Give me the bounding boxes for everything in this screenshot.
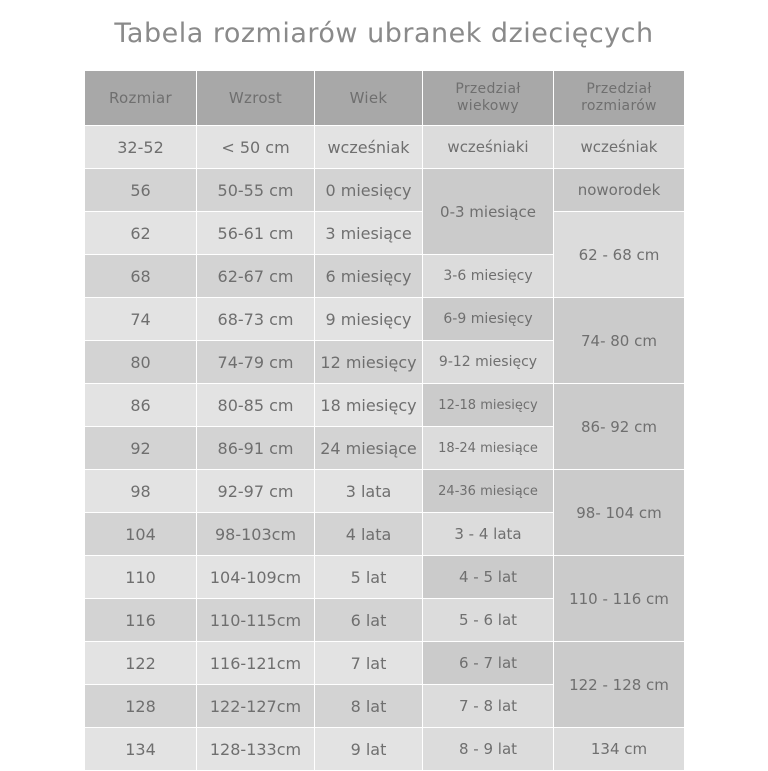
cell-wiek: 0 miesięcy [315,169,423,212]
column-header-przedzial-wiekowy: Przedział wiekowy [423,71,554,126]
cell-przedzial-rozmiarow: 122 - 128 cm [554,642,685,728]
cell-przedzial-wiekowy: 6-9 miesięcy [423,298,554,341]
cell-wzrost: 122-127cm [197,685,315,728]
cell-wzrost: 50-55 cm [197,169,315,212]
cell-rozmiar: 116 [85,599,197,642]
cell-wiek: 8 lat [315,685,423,728]
cell-wiek: 18 miesięcy [315,384,423,427]
cell-wzrost: 86-91 cm [197,427,315,470]
cell-rozmiar: 32-52 [85,126,197,169]
cell-wiek: wcześniak [315,126,423,169]
cell-przedzial-wiekowy: 5 - 6 lat [423,599,554,642]
table-header-row [85,71,685,126]
cell-przedzial-wiekowy: 3-6 miesięcy [423,255,554,298]
table-row [85,169,685,212]
cell-wzrost: 62-67 cm [197,255,315,298]
table-row [85,728,685,771]
cell-wzrost: 110-115cm [197,599,315,642]
cell-wiek: 3 lata [315,470,423,513]
cell-przedzial-rozmiarow: 74- 80 cm [554,298,685,384]
cell-przedzial-rozmiarow: noworodek [554,169,685,212]
cell-przedzial-wiekowy: 6 - 7 lat [423,642,554,685]
cell-przedzial-wiekowy: 4 - 5 lat [423,556,554,599]
cell-przedzial-rozmiarow: 62 - 68 cm [554,212,685,298]
cell-wzrost: 74-79 cm [197,341,315,384]
cell-przedzial-rozmiarow: 110 - 116 cm [554,556,685,642]
cell-rozmiar: 104 [85,513,197,556]
table-header [85,71,685,126]
cell-wzrost: 104-109cm [197,556,315,599]
cell-przedzial-rozmiarow: 134 cm [554,728,685,771]
cell-wzrost: 128-133cm [197,728,315,771]
cell-rozmiar: 98 [85,470,197,513]
table-row [85,556,685,599]
cell-rozmiar: 86 [85,384,197,427]
cell-rozmiar: 62 [85,212,197,255]
table-row [85,642,685,685]
page-title: Tabela rozmiarów ubranek dziecięcych [114,18,654,49]
column-header-wzrost: Wzrost [197,71,315,126]
column-header-wiek: Wiek [315,71,423,126]
cell-rozmiar: 134 [85,728,197,771]
cell-wzrost: < 50 cm [197,126,315,169]
cell-rozmiar: 110 [85,556,197,599]
cell-wiek: 24 miesiące [315,427,423,470]
table-row [85,126,685,169]
cell-rozmiar: 128 [85,685,197,728]
cell-wiek: 4 lata [315,513,423,556]
size-table-container [84,70,684,771]
size-table [84,70,685,771]
cell-rozmiar: 122 [85,642,197,685]
cell-przedzial-wiekowy: 0-3 miesiące [423,169,554,255]
table-row [85,298,685,341]
table-row [85,212,685,255]
cell-rozmiar: 92 [85,427,197,470]
cell-wiek: 7 lat [315,642,423,685]
cell-przedzial-rozmiarow: wcześniak [554,126,685,169]
table-row [85,384,685,427]
table-row [85,470,685,513]
cell-przedzial-wiekowy: 24-36 miesiące [423,470,554,513]
column-header-przedzial-rozmiarow: Przedział rozmiarów [554,71,685,126]
column-header-rozmiar: Rozmiar [85,71,197,126]
cell-rozmiar: 56 [85,169,197,212]
table-body [85,126,685,771]
cell-przedzial-wiekowy: 18-24 miesiące [423,427,554,470]
cell-przedzial-rozmiarow: 98- 104 cm [554,470,685,556]
cell-wzrost: 92-97 cm [197,470,315,513]
cell-wiek: 9 miesięcy [315,298,423,341]
cell-wiek: 6 lat [315,599,423,642]
cell-rozmiar: 68 [85,255,197,298]
cell-wiek: 6 miesięcy [315,255,423,298]
cell-wzrost: 116-121cm [197,642,315,685]
cell-wiek: 12 miesięcy [315,341,423,384]
cell-wiek: 9 lat [315,728,423,771]
cell-przedzial-wiekowy: 12-18 miesięcy [423,384,554,427]
cell-przedzial-wiekowy: 8 - 9 lat [423,728,554,771]
cell-rozmiar: 80 [85,341,197,384]
cell-wzrost: 80-85 cm [197,384,315,427]
cell-przedzial-wiekowy: 7 - 8 lat [423,685,554,728]
cell-wzrost: 56-61 cm [197,212,315,255]
cell-przedzial-rozmiarow: 86- 92 cm [554,384,685,470]
cell-przedzial-wiekowy: 9-12 miesięcy [423,341,554,384]
cell-wiek: 3 miesiące [315,212,423,255]
cell-przedzial-wiekowy: 3 - 4 lata [423,513,554,556]
cell-przedzial-wiekowy: wcześniaki [423,126,554,169]
cell-wzrost: 98-103cm [197,513,315,556]
cell-rozmiar: 74 [85,298,197,341]
cell-wzrost: 68-73 cm [197,298,315,341]
cell-wiek: 5 lat [315,556,423,599]
